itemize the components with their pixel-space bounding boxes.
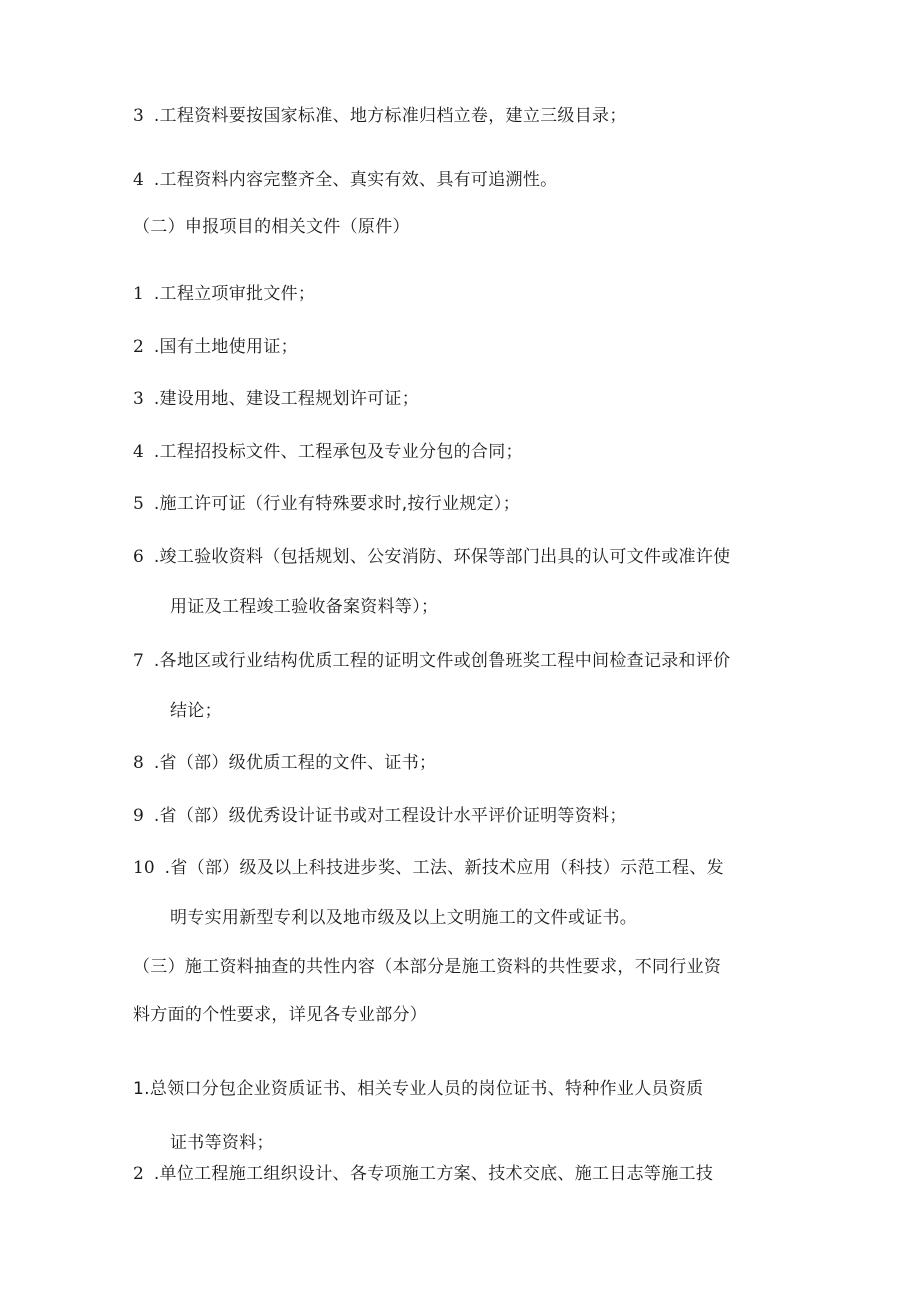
heading-text: 料方面的个性要求，详见各专业部分） <box>133 1005 428 1025</box>
item-number: 1 <box>133 284 144 304</box>
item-text: 结论； <box>170 701 222 721</box>
item-text: .工程资料内容完整齐全、真实有效、具有可追溯性。 <box>153 170 558 190</box>
item-text: .工程招投标文件、工程承包及专业分包的合同； <box>153 442 523 462</box>
item-number: 2 <box>133 337 144 357</box>
item-number: 8 <box>133 753 144 773</box>
item-number: 9 <box>133 806 144 826</box>
list-item-6 <box>133 545 730 569</box>
item-text: .省（部）级及以上科技进步奖、工法、新技术应用（科技）示范工程、发 <box>164 858 724 878</box>
item-text: .建设用地、建设工程规划许可证； <box>153 389 420 409</box>
item-number: 3 <box>133 389 144 409</box>
item-text: .国有土地使用证； <box>153 337 298 357</box>
item-number: 5 <box>133 494 144 514</box>
list-item-7-cont <box>170 699 222 723</box>
item-text: .单位工程施工组织设计、各专项施工方案、技术交底、施工日志等施工技 <box>153 1164 714 1184</box>
item-number: 4 <box>133 442 144 462</box>
list-item-4b <box>133 440 523 464</box>
list-item-8 <box>133 751 436 775</box>
list-item-10 <box>133 856 724 880</box>
list-item-5 <box>133 492 520 516</box>
list-item-3 <box>133 104 627 128</box>
item-text: .施工许可证（行业有特殊要求时,按行业规定）； <box>153 494 521 514</box>
item-text: .省（部）级优秀设计证书或对工程设计水平评价证明等资料； <box>153 806 627 826</box>
list-item-3b <box>133 387 419 411</box>
item-number: 6 <box>133 547 144 567</box>
item-number: 4 <box>133 170 144 190</box>
list-item-6-cont <box>170 595 438 619</box>
item-text: 用证及工程竣工验收备案资料等）； <box>170 597 439 617</box>
list-item-9 <box>133 804 627 828</box>
section-heading-3-cont <box>133 1003 427 1027</box>
section-heading-3 <box>133 955 721 979</box>
item-text: .各地区或行业结构优质工程的证明文件或创鲁班奖工程中间检查记录和评价 <box>153 651 731 671</box>
item-text: .省（部）级优质工程的文件、证书； <box>153 753 437 773</box>
list-item-2b <box>133 1162 713 1186</box>
item-number: 10 <box>133 858 155 878</box>
list-item-1 <box>133 282 315 306</box>
item-text: .竣工验收资料（包括规划、公安消防、环保等部门出具的认可文件或准许使 <box>153 547 731 567</box>
item-text: .工程资料要按国家标准、地方标准归档立卷，建立三级目录； <box>153 106 627 126</box>
list-item-1b <box>133 1077 703 1101</box>
list-item-1b-cont <box>170 1131 274 1155</box>
item-text: 证书等资料； <box>170 1133 274 1153</box>
item-text: .工程立项审批文件； <box>153 284 316 304</box>
item-text: 明专实用新型专利以及地市级及以上文明施工的文件或证书。 <box>170 908 638 928</box>
item-number: 3 <box>133 106 144 126</box>
heading-text: （三）施工资料抽查的共性内容（本部分是施工资料的共性要求，不同行业资 <box>133 957 722 977</box>
list-item-7 <box>133 649 730 673</box>
heading-text: （二）申报项目的相关文件（原件） <box>133 217 410 237</box>
item-number: 2 <box>133 1164 144 1184</box>
list-item-2 <box>133 335 298 359</box>
list-item-4 <box>133 168 557 192</box>
section-heading-2 <box>133 215 410 239</box>
list-item-10-cont <box>170 906 637 930</box>
item-number: 7 <box>133 651 144 671</box>
item-text: 1.总领口分包企业资质证书、相关专业人员的岗位证书、特种作业人员资质 <box>133 1079 704 1099</box>
